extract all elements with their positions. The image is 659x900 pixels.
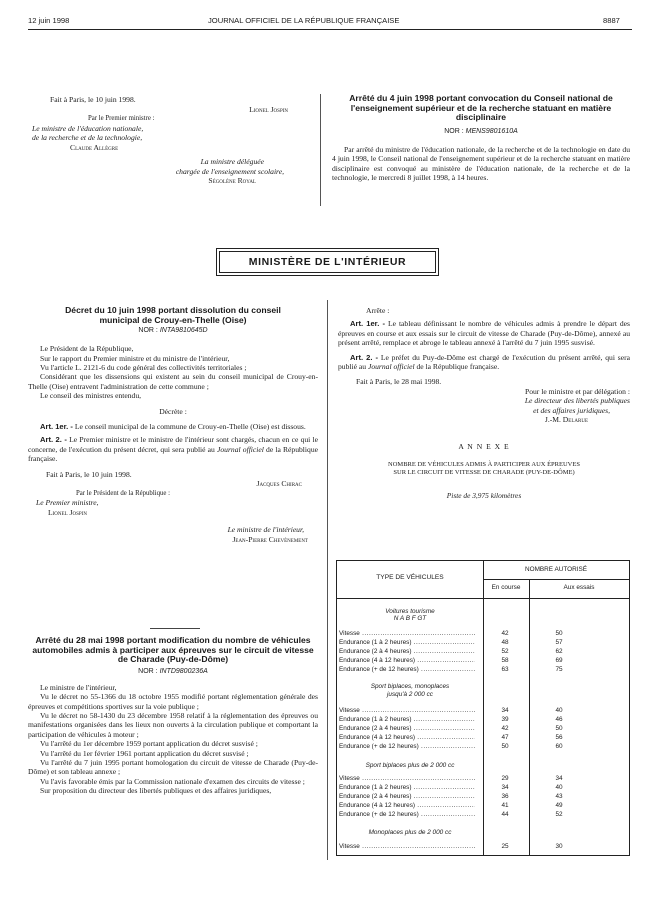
paragraph: Vu l'arrêté du 7 juin 1995 portant homologation du circuit de vitesse de Charade (Puy-de-Dôme) et son tableau annexe ; — [28, 758, 318, 777]
page-header — [0, 0, 659, 30]
decret-crouy — [28, 306, 318, 544]
decret-nor — [28, 327, 318, 334]
table-header-course: En course — [491, 584, 521, 591]
top-column-divider — [320, 94, 321, 206]
arrete-charade-continued — [338, 306, 630, 500]
article-1 — [338, 319, 630, 347]
row-essais: 46 — [555, 716, 563, 723]
paragraph: Vu l'article L. 2121-6 du code général des collectivités territoriales ; — [40, 363, 247, 372]
row-essais: 40 — [555, 784, 563, 791]
row-label: Endurance (2 à 4 heures) ..... — [339, 792, 475, 801]
row-course: 42 — [501, 630, 509, 637]
pm-title: Le Premier ministre, — [36, 498, 99, 508]
ministry-banner — [219, 251, 436, 273]
section-separator — [150, 628, 200, 629]
signature-par: Par le Premier ministre : — [88, 115, 155, 122]
table-header-essais: Aux essais — [563, 584, 595, 591]
article-text-end: de la République française. — [416, 362, 500, 372]
paragraph: Vu le décret no 55-1366 du 18 octobre 1955 modifié portant réglementation générale des épreuves et compétitions sportives sur la voie publique ; — [28, 692, 318, 711]
journal-officiel: Journal officiel — [217, 444, 264, 454]
pm-name: Lionel Jospin — [48, 507, 87, 517]
row-essais: 50 — [555, 630, 563, 637]
header-date: 12 juin 1998 — [28, 16, 70, 25]
paragraph: Vu l'arrêté du 1er février 1961 portant application du décret susvisé ; — [40, 748, 249, 758]
minister-name: Jean-Pierre Chevènement — [232, 534, 308, 544]
article-text: Le Premier ministre et le ministre de l'intérieur sont chargés, chacun en ce qui le concerne, de l'exécution du présent décret, qui sera publié au — [28, 435, 318, 454]
row-label: Vitesse ..... — [339, 706, 475, 715]
table-subheader-rule — [483, 579, 629, 580]
row-label: Endurance (+ de 12 heures) ..... — [339, 742, 475, 751]
nor-label: NOR : — [138, 327, 158, 335]
section-title: Monoplaces plus de 2 000 cc — [368, 829, 452, 836]
row-course: 25 — [501, 843, 509, 850]
decret-title: Décret du 10 juin 1998 portant dissolution du conseil municipal de Crouy-en-Thelle (Oise) — [65, 305, 281, 325]
article-text: Le tableau définissant le nombre de véhicules admis à prendre le départ des épreuves en course et aux essais sur le circuit de vitesse de Charade (Puy-de-Dôme), annexé au présent arrêté, remplace et abroge le tableau annexé à l'arrêté du 7 juin 1995 susvisé. — [338, 319, 630, 348]
row-essais: 30 — [555, 843, 563, 850]
nor-code: INTD9800236A — [159, 667, 208, 675]
decrete-word: Décrète : — [159, 406, 187, 416]
row-course: 52 — [501, 648, 509, 655]
article-text: Le préfet du Puy-de-Dôme est chargé de l'exécution du présent arrêté, qui sera publié au — [338, 352, 630, 372]
section-title: Voitures tourisme — [385, 608, 435, 615]
article-label: Art. 1er. - — [40, 422, 73, 432]
arrete-charade — [28, 636, 318, 796]
article-label: Art. 2. - — [40, 435, 67, 445]
row-label: Endurance (1 à 2 heures) ..... — [339, 715, 475, 724]
paragraph: Le ministre de l'intérieur, — [40, 682, 117, 692]
row-label: Endurance (4 à 12 heures) ..... — [339, 733, 475, 742]
article-text: Le conseil municipal de la commune de Crouy-en-Thelle (Oise) est dissous. — [74, 422, 306, 432]
row-label: Endurance (+ de 12 heures) ..... — [339, 665, 475, 674]
paragraph: Vu l'arrêté du 1er décembre 1959 portant application du décret susvisé ; — [40, 739, 258, 749]
signature-delegation: Pour le ministre et par délégation : — [524, 386, 630, 396]
table-col-divider — [483, 561, 484, 855]
article-label: Art. 1er. - — [350, 319, 386, 329]
paragraph: Vu l'avis favorable émis par la Commission nationale d'examen des circuits de vitesse ; — [40, 776, 305, 786]
row-label: Endurance (2 à 4 heures) ..... — [339, 724, 475, 733]
signature-par: Par le Président de la République : — [76, 489, 171, 497]
decret-body — [28, 344, 318, 463]
arrete-nor — [28, 668, 318, 675]
journal-officiel: Journal officiel — [367, 362, 415, 372]
section-subtitle: N A B F GT — [393, 615, 427, 622]
main-column-divider — [327, 300, 328, 860]
signature-place-date: Fait à Paris, le 10 juin 1998. — [46, 469, 132, 479]
delegate-title-line1: La ministre déléguée — [200, 157, 264, 166]
minister-title-line1: Le ministre de l'éducation nationale, — [32, 123, 144, 133]
article-label: Art. 2. - — [350, 352, 379, 362]
row-course: 36 — [501, 793, 509, 800]
annexe-title-line2: SUR LE CIRCUIT DE VITESSE DE CHARADE (PUY-DE-DÔME) — [393, 469, 575, 477]
annexe-table — [336, 560, 630, 856]
signature-place-date: Fait à Paris, le 10 juin 1998. — [50, 95, 136, 104]
nor-code: MENS9801610A — [465, 127, 518, 135]
row-label: Vitesse ..... — [339, 629, 475, 638]
article-1 — [28, 422, 318, 431]
row-essais: 60 — [555, 743, 563, 750]
arrete-4-juin-body — [332, 145, 630, 183]
row-label: Vitesse ..... — [339, 774, 475, 783]
paragraph: Vu le décret no 58-1430 du 23 décembre 1958 relatif à la réglementation des épreuves ou manifestations organisées dans les lieux non ouverts à la circulation publique et comportant la participation de véhicules à moteur ; — [28, 711, 318, 739]
row-essais: 57 — [555, 639, 563, 646]
table-col-divider-2 — [529, 579, 530, 855]
row-essais: 62 — [555, 648, 563, 655]
table-header-nombre: NOMBRE AUTORISÉ — [524, 566, 588, 573]
row-course: 50 — [501, 743, 509, 750]
row-course: 34 — [501, 707, 509, 714]
paragraph: Le conseil des ministres entendu, — [40, 391, 142, 401]
row-essais: 43 — [555, 793, 563, 800]
row-essais: 40 — [555, 707, 563, 714]
article-text-end: de la République française. — [28, 444, 318, 464]
article-2 — [28, 435, 318, 463]
row-label: Vitesse ..... — [339, 842, 475, 851]
row-essais: 34 — [555, 775, 563, 782]
section-title: Sport biplaces plus de 2 000 cc — [365, 762, 455, 769]
row-course: 39 — [501, 716, 509, 723]
row-essais: 69 — [555, 657, 563, 664]
arrete-4-juin — [332, 94, 630, 182]
arrete-body — [28, 683, 318, 796]
signature-place-date: Fait à Paris, le 28 mai 1998. — [356, 377, 442, 387]
delegate-title-line2: chargée de l'enseignement scolaire, — [175, 166, 284, 176]
paragraph: Sur proposition du directeur des libertés publiques et des affaires juridiques, — [40, 786, 272, 796]
paragraph: Le Président de la République, — [40, 344, 134, 354]
arrete-4-juin-nor — [332, 128, 630, 135]
row-essais: 56 — [555, 734, 563, 741]
previous-text-signatures — [28, 95, 306, 186]
table-header-rule — [337, 598, 629, 599]
signature-name: J.-M. Delarue — [544, 415, 588, 425]
row-course: 41 — [501, 802, 509, 809]
row-essais: 50 — [555, 725, 563, 732]
row-course: 48 — [501, 639, 509, 646]
arrete-articles — [338, 306, 630, 371]
header-page-number: 8887 — [603, 16, 620, 25]
row-essais: 52 — [555, 811, 563, 818]
table-header-type: TYPE DE VÉHICULES — [376, 574, 444, 581]
nor-label: NOR : — [444, 127, 464, 135]
annexe-title-line1: NOMBRE DE VÉHICULES ADMIS À PARTICIPER AUX ÉPREUVES — [388, 460, 580, 468]
nor-code: INTA9810645D — [159, 327, 208, 335]
signature-title-line2: et des affaires juridiques, — [533, 405, 610, 415]
delegate-name: Ségolène Royal — [208, 176, 256, 185]
row-label: Endurance (1 à 2 heures) ..... — [339, 783, 475, 792]
row-course: 58 — [501, 657, 509, 664]
nor-label: NOR : — [138, 667, 158, 675]
annexe-piste: Piste de 3,975 kilomètres — [446, 490, 522, 500]
arrete-word: Arrête : — [366, 306, 390, 315]
row-course: 34 — [501, 784, 509, 791]
row-label: Endurance (4 à 12 heures) ..... — [339, 656, 475, 665]
arrete-title: Arrêté du 28 mai 1998 portant modification du nombre de véhicules automobiles admis à participer aux épreuves sur le circuit de vitesse de Charade (Puy-de-Dôme) — [32, 635, 314, 665]
signature-name: Jacques Chirac — [256, 479, 302, 489]
signature-name: Lionel Jospin — [249, 104, 288, 114]
row-essais: 75 — [555, 666, 563, 673]
row-essais: 49 — [555, 802, 563, 809]
section-title: Sport biplaces, monoplaces — [370, 683, 450, 690]
header-journal-title: JOURNAL OFFICIEL DE LA RÉPUBLIQUE FRANÇAISE — [208, 16, 400, 25]
paragraph: Par arrêté du ministre de l'éducation nationale, de la recherche et de la technologie en date du 4 juin 1998, le Conseil national de l'enseignement supérieur et de la recherche statuant en matière disciplinaire est convoqué au ministère de l'éducation nationale, de la recherche et de la technologie, le mercredi 8 juillet 1998, à 14 heures. — [332, 144, 630, 182]
row-label: Endurance (4 à 12 heures) ..... — [339, 801, 475, 810]
ministry-banner-text: MINISTÈRE DE L'INTÉRIEUR — [248, 256, 407, 268]
minister-title-line2: de la recherche et de la technologie, — [32, 133, 143, 142]
minister-name: Claude Allègre — [70, 142, 119, 152]
row-course: 44 — [501, 811, 509, 818]
row-label: Endurance (2 à 4 heures) ..... — [339, 647, 475, 656]
row-course: 47 — [501, 734, 509, 741]
annexe-heading: A N N E X E — [458, 441, 510, 451]
row-course: 42 — [501, 725, 509, 732]
header-rule — [28, 29, 632, 30]
row-course: 29 — [501, 775, 509, 782]
row-label: Endurance (+ de 12 heures) ..... — [339, 810, 475, 819]
paragraph: Sur le rapport du Premier ministre et du ministre de l'intérieur, — [40, 353, 230, 363]
arrete-4-juin-title: Arrêté du 4 juin 1998 portant convocation du Conseil national de l'enseignement supérieur et de la recherche statuant en matière disciplinaire — [349, 93, 613, 123]
row-course: 63 — [501, 666, 509, 673]
article-2 — [338, 353, 630, 372]
paragraph: Considérant que les dissensions qui existent au sein du conseil municipal de Crouy-en-Thelle (Oise) entravent l'administration de cette commune ; — [28, 372, 318, 391]
section-subtitle: jusqu'à 2 000 cc — [387, 691, 433, 698]
minister-title: Le ministre de l'intérieur, — [227, 525, 304, 535]
signature-title-line1: Le directeur des libertés publiques — [524, 396, 630, 406]
row-label: Endurance (1 à 2 heures) ..... — [339, 638, 475, 647]
